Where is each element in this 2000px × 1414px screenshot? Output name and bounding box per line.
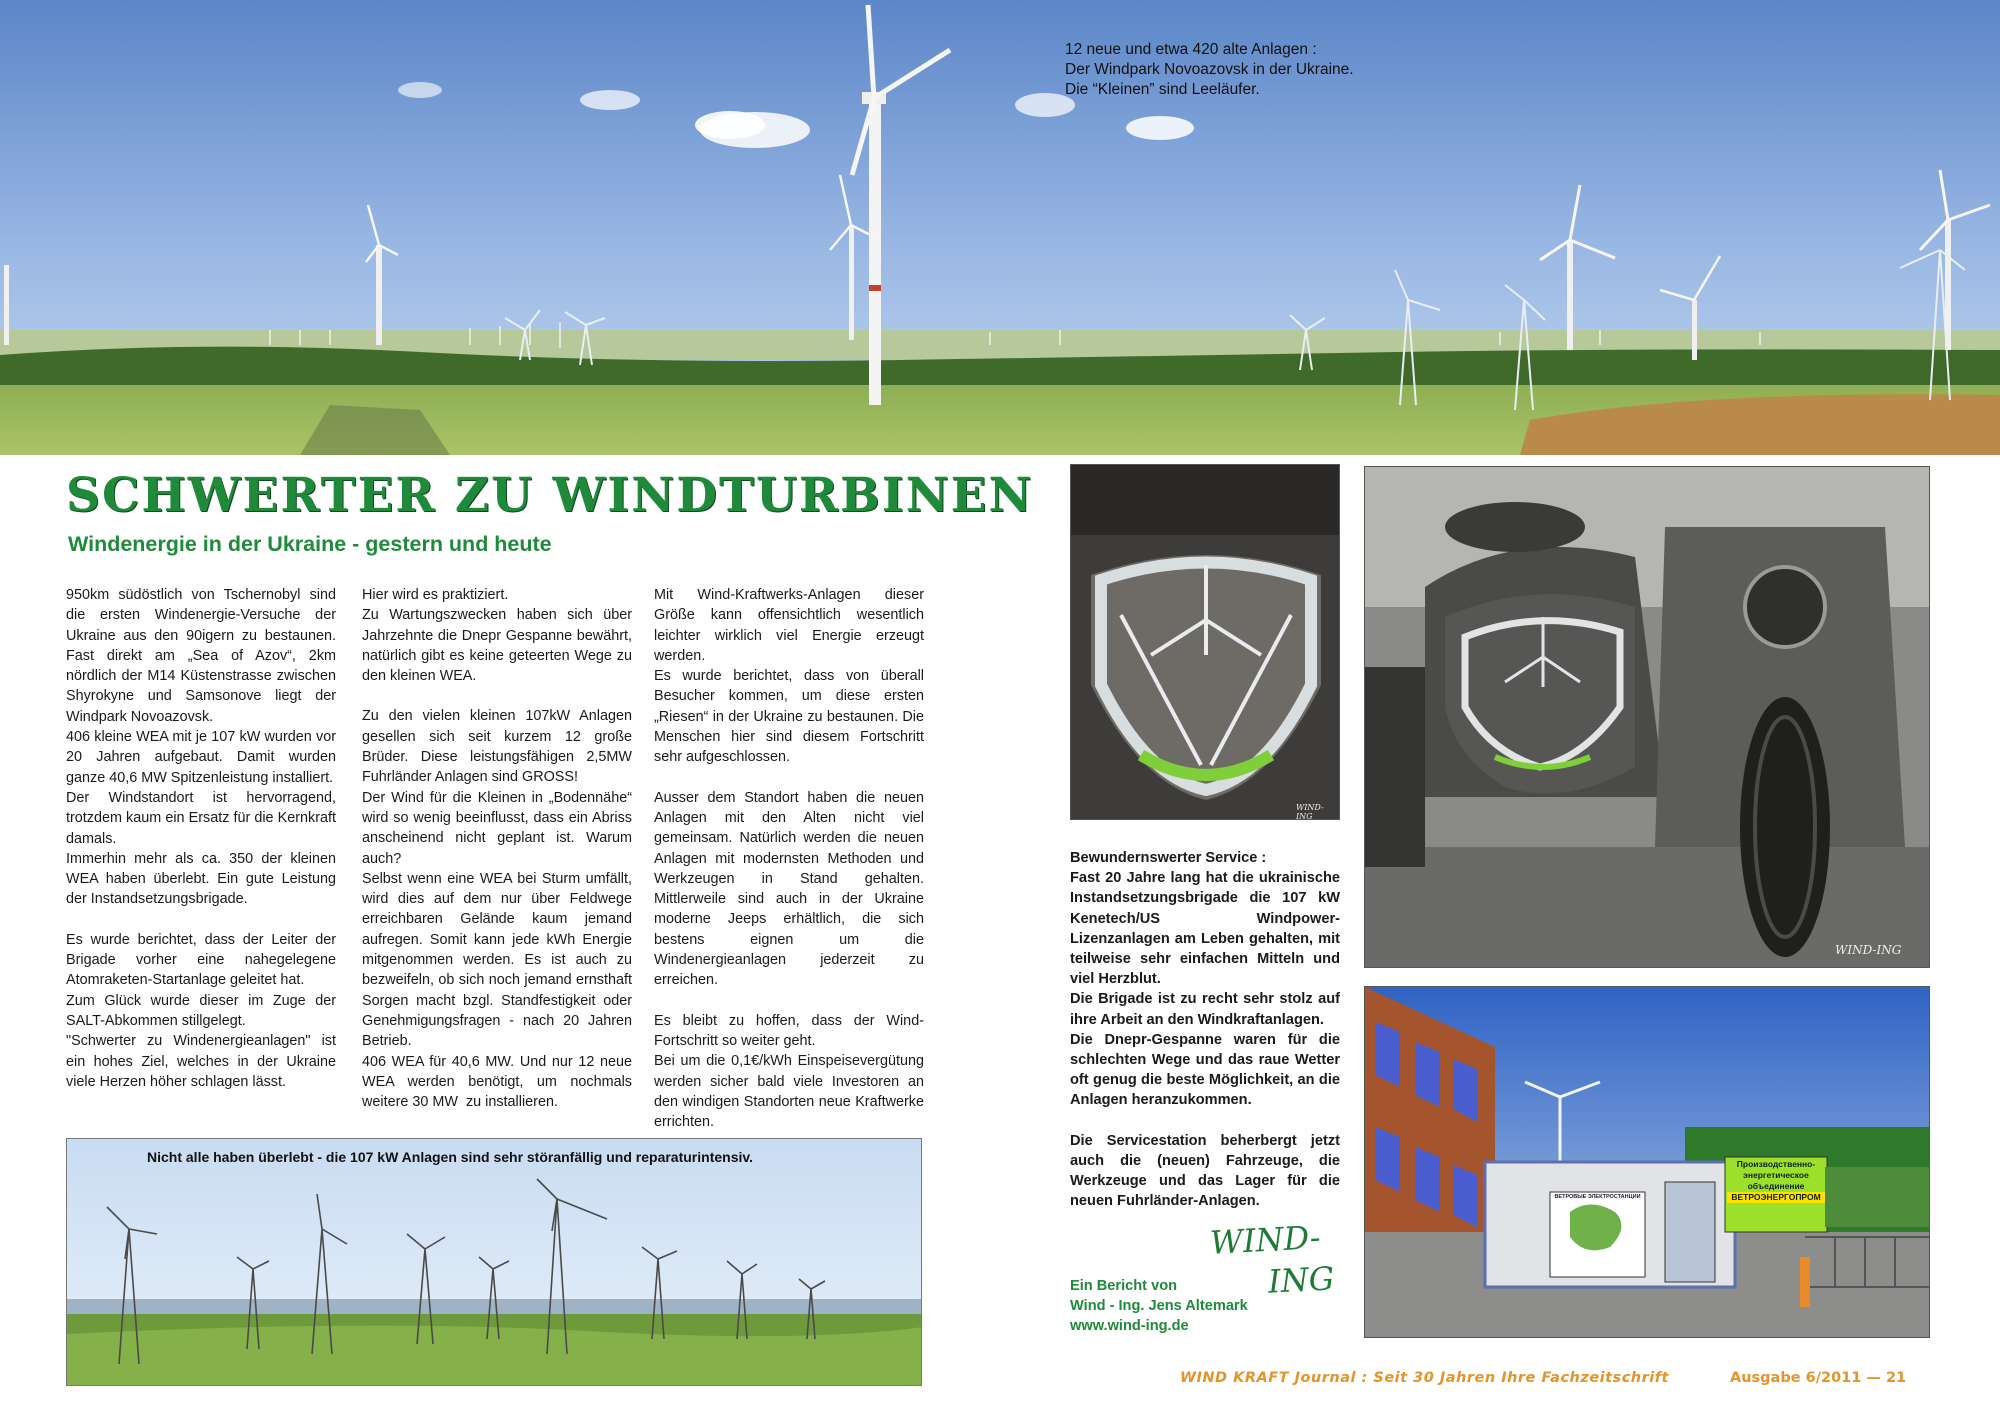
photo-caption: Nicht alle haben überlebt - die 107 kW Anlagen sind sehr störanfällig und reparaturintensiv.	[147, 1149, 754, 1165]
paragraph: Immerhin mehr als ca. 350 der kleinen WEA haben überlebt. Ein gute Leistung der Instandsetzungsbrigade.	[66, 850, 340, 908]
paragraph: 406 WEA für 40,6 MW. Und nur 12 neue WEA werden benötigt, um nochmals weitere 30 MW zu installieren.	[362, 1053, 636, 1111]
hero-caption-line: Die “Kleinen” sind Leeläufer.	[1065, 81, 1260, 98]
service-paragraph: Die Dnepr-Gespanne waren für die schlechten Wege und das raue Wetter oft genug die beste Möglichkeit, an die Anlagen heranzukommen.	[1070, 1031, 1345, 1109]
photo-watermark: WIND-ING	[1296, 803, 1324, 820]
sword-emblem-illustration	[1071, 465, 1340, 820]
sign-green	[1727, 1159, 1825, 1203]
wind-ing-logo: WIND-	[1209, 1218, 1322, 1262]
byline-intro: Ein Bericht von	[1070, 1278, 1178, 1294]
paragraph: Es bleibt zu hoffen, dass der Wind-Fortschritt so weiter geht.	[654, 1012, 924, 1049]
paragraph-spacer	[654, 991, 924, 1011]
byline-website-link[interactable]: www.wind-ing.de	[1070, 1318, 1189, 1334]
sign-line: объединение	[1747, 1181, 1805, 1191]
wind-ing-logo-suffix: ING	[1267, 1259, 1336, 1301]
service-paragraph: Fast 20 Jahre lang hat die ukrainische Instandsetzungsbrigade die 107 kW Kenetech/US Windpower-Lizenzanlagen am Leben gehalten, mit teilweise sehr einfachen Mitteln und viel Herzblut.	[1070, 870, 1345, 988]
paragraph: Es wurde berichtet, dass von überall Besucher kommen, um diese ersten „Riesen“ in der Ukraine zu bestaunen. Die Menschen hier sind diesem Fortschritt sehr aufgeschlossen.	[654, 668, 928, 766]
paragraph-spacer	[1070, 1111, 1340, 1131]
paragraph: Ausser dem Standort haben die neuen Anlagen mit den Alten nicht viel gemeinsam. Natürlich werden die neuen Anlagen mit modernsten Methoden und Werkzeugen in Stand gehalten. Mittlerweile sind auch in der Ukraine moderne Jeeps erhältlich, die sich bestens eignen um die Windenergieanlagen jederzeit zu erreichen.	[654, 789, 928, 989]
sign-white: ВЕТРОВЫЕ ЭЛЕКТРОСТАНЦИИ	[1554, 1194, 1641, 1200]
paragraph: Bei um die 0,1€/kWh Einspeisevergütung werden sicher bald viele Investoren an den windigen Standorten neue Kraftwerke errichten.	[654, 1053, 928, 1131]
photo-sidecar-emblem	[1070, 464, 1340, 820]
article-column-2	[362, 585, 636, 1112]
photo-old-turbines	[66, 1138, 922, 1386]
paragraph: 950km südöstlich von Tschernobyl sind die ersten Windenergie-Versuche der Ukraine aus den 90igern zu bestaunen. Fast direkt am „Sea of Azov“, 2km nördlich der M14 Küstenstrasse zwischen Shyrokyne und Samsonove liegt der Windpark Novoazovsk.	[66, 587, 340, 725]
paragraph: "Schwerter zu Windenergieanlagen" ist ein hohes Ziel, welches in der Ukraine viele Herzen höher schlagen lässt.	[66, 1033, 340, 1090]
sign-line: Производственно-	[1736, 1159, 1816, 1169]
sign-line: ВЕТРОЭНЕРГОПРОМ	[1727, 1192, 1825, 1203]
paragraph-spacer	[654, 768, 924, 788]
footer-journal: WIND KRAFT Journal : Seit 30 Jahren Ihre Fachzeitschrift	[1180, 1370, 1669, 1386]
paragraph: Es wurde berichtet, dass der Leiter der Brigade vorher eine nahegelegene Atomraketen-Startanlage geleitet hat.	[66, 931, 340, 989]
footer-issue: Ausgabe 6/2011 — 21	[1730, 1370, 1907, 1386]
paragraph: Zu den vielen kleinen 107kW Anlagen gesellen sich seit kurzem 12 große Brüder. Diese leistungsfähigen 2,5MW Fuhrländer Anlagen sind GROSS!	[362, 708, 636, 786]
service-box	[1070, 848, 1345, 1211]
service-paragraph: Die Brigade ist zu recht sehr stolz auf ihre Arbeit an den Windkraftanlagen.	[1070, 991, 1345, 1028]
byline	[1070, 1276, 1248, 1336]
hero-photo	[0, 0, 2000, 455]
paragraph: Zu Wartungszwecken haben sich über Jahrzehnte die Dnepr Gespanne bewährt, natürlich gibt es keine geteerten Wege zu den kleinen WEA.	[362, 607, 636, 685]
paragraph-spacer	[66, 910, 336, 930]
windpark-panorama	[0, 0, 2000, 455]
service-station-illustration	[1365, 987, 1930, 1338]
paragraph-spacer	[362, 686, 632, 706]
paragraph: Selbst wenn eine WEA bei Sturm umfällt, wird dies auf dem nur über Feldwege erreichbaren Gelände kaum jemand aufregen. Somit kann jede kWh Energie mitgenommen werden. Es ist auch zu bezweifeln, ob sich noch jemand ernsthaft Sorgen macht bzgl. Standfestigkeit oder Genehmigungsfragen - nach 20 Jahren Betrieb.	[362, 870, 636, 1050]
old-turbines-illustration	[67, 1139, 922, 1386]
byline-author: Wind - Ing. Jens Altemark	[1070, 1298, 1248, 1314]
article-subtitle: Windenergie in der Ukraine - gestern und heute	[68, 532, 552, 556]
photo-service-station	[1364, 986, 1930, 1338]
photo-dnepr-sidecar	[1364, 466, 1930, 968]
dnepr-sidecar-illustration	[1365, 467, 1930, 968]
photo-watermark: WIND-ING	[1835, 943, 1902, 957]
service-paragraph: Die Servicestation beherbergt jetzt auch die (neuen) Fahrzeuge, die Werkzeuge und das Lager für die neuen Fuhrländer-Anlagen.	[1070, 1132, 1345, 1210]
service-title: Bewundernswerter Service :	[1070, 850, 1267, 866]
article-title: SCHWERTER ZU WINDTURBINEN	[66, 468, 1034, 523]
hero-caption-line: 12 neue und etwa 420 alte Anlagen :	[1065, 41, 1317, 58]
paragraph: 406 kleine WEA mit je 107 kW wurden vor 20 Jahren aufgebaut. Damit wurden ganze 40,6 MW Spitzenleistung installiert.	[66, 729, 340, 786]
paragraph: Hier wird es praktiziert.	[362, 587, 509, 603]
article-column-1	[66, 585, 340, 1092]
article-column-3	[654, 585, 928, 1132]
paragraph: Der Wind für die Kleinen in „Bodennähe“ wird so wenig beeinflusst, dass ein Abriss anscheinend nicht geplant ist. Warum auch?	[362, 789, 636, 867]
hero-caption-line: Der Windpark Novoazovsk in der Ukraine.	[1065, 61, 1354, 78]
hero-caption	[1065, 40, 1485, 100]
paragraph: Der Windstandort ist hervorragend, trotzdem kaum ein Ersatz für die Kernkraft damals.	[66, 789, 340, 847]
paragraph: Mit Wind-Kraftwerks-Anlagen dieser Größe kann offensichtlich wesentlich leichter wirklich viel Energie erzeugt werden.	[654, 587, 928, 664]
sign-line: энергетическое	[1743, 1170, 1809, 1180]
paragraph: Zum Glück wurde dieser im Zuge der SALT-Abkommen stillgelegt.	[66, 992, 340, 1029]
